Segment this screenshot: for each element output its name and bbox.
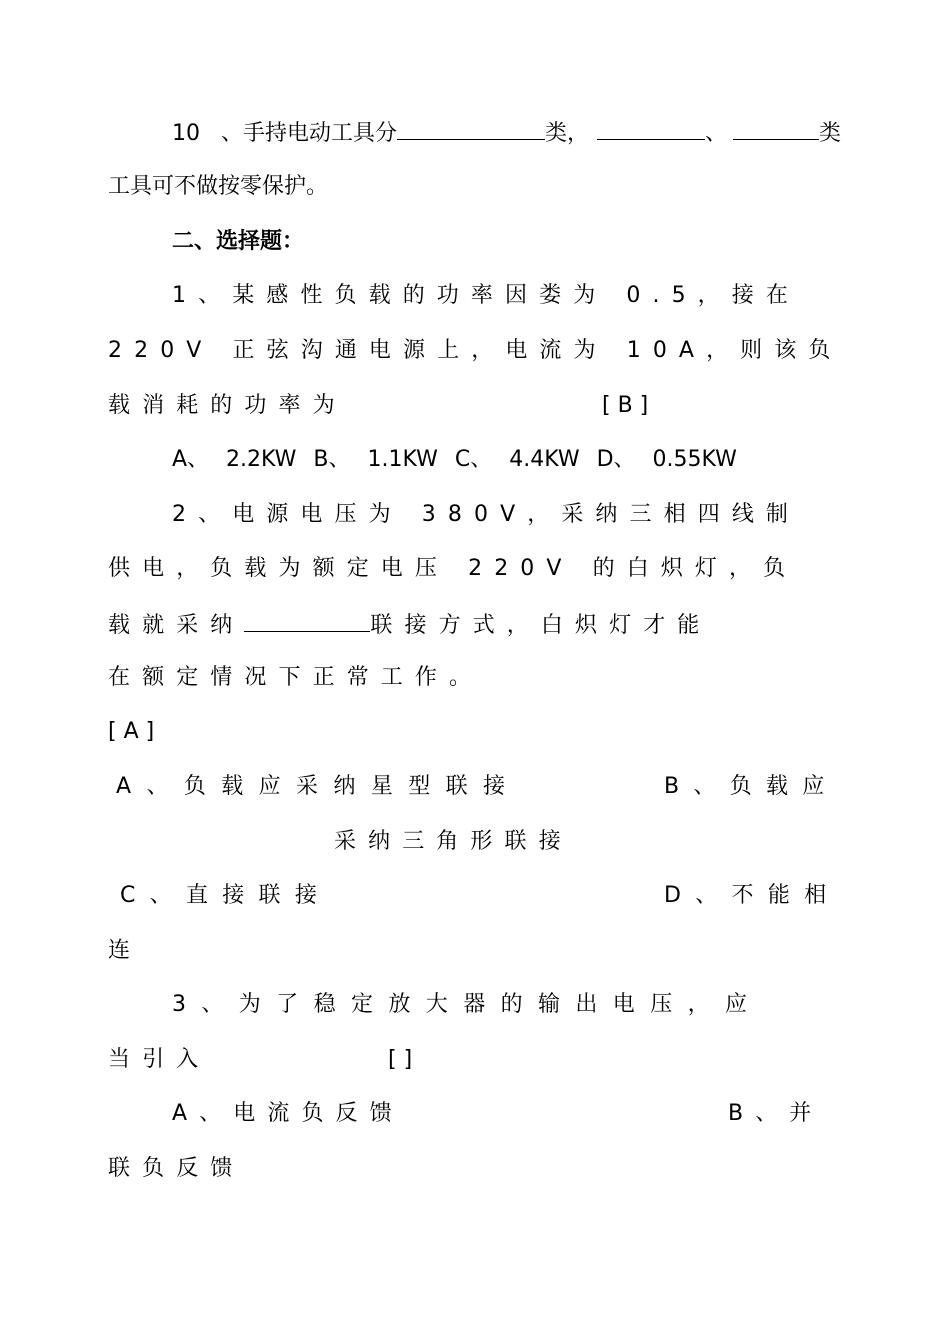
mc2-option-d-line2: 连 xyxy=(108,938,131,963)
mc2-line3 xyxy=(108,609,711,641)
mc1-line3: 载消耗的功率为 xyxy=(108,393,347,418)
mc3-answer: [ ] xyxy=(388,1047,413,1072)
q10-number: 10 xyxy=(172,121,200,146)
mc1-answer: [ B ] xyxy=(602,393,649,418)
mc3-line1: 3、为了稳定放大器的输出电压，应 xyxy=(172,992,763,1017)
q10-blank-2[interactable] xyxy=(597,117,705,140)
q10-text-b: 类， xyxy=(545,121,590,146)
mc2-option-d-line1: D、不能相 xyxy=(664,883,841,908)
mc2-line4: 在额定情况下正常工作。 xyxy=(108,665,484,690)
mc2-option-c: C、直接联接 xyxy=(120,883,332,908)
mc2-line1: 2、电源电压为 380V，采纳三相四线制 xyxy=(172,502,801,527)
mc2-line2: 供电，负载为额定电压 220V 的白炽灯，负 xyxy=(108,556,798,581)
q10-line1 xyxy=(172,117,841,149)
mc3-option-a: A、电流负反馈 xyxy=(172,1101,404,1126)
mc2-blank[interactable] xyxy=(244,609,370,632)
q10-blank-1[interactable] xyxy=(397,117,545,140)
mc2-option-b-line1: B、负载应 xyxy=(664,774,839,799)
mc3-line2: 当引入 xyxy=(108,1047,211,1072)
mc2-option-b-line2: 采纳三角形联接 xyxy=(334,829,573,854)
mc1-options: A、 2.2KW B、 1.1KW C、 4.4KW D、 0.55KW xyxy=(172,447,737,472)
q10-sep: 、 xyxy=(705,121,728,146)
mc1-line1: 1、某感性负载的功率因娄为 0.5，接在 xyxy=(172,283,800,308)
mc1-line2: 220V 正弦沟通电源上，电流为 10A，则该负 xyxy=(108,338,843,363)
mc2-option-a: A、负载应采纳星型联接 xyxy=(116,774,521,799)
mc3-option-b-line2: 联负反馈 xyxy=(108,1156,245,1181)
q10-line2: 工具可不做按零保护。 xyxy=(108,174,329,199)
q10-blank-3[interactable] xyxy=(733,117,819,140)
mc3-option-b-line1: B、并 xyxy=(728,1101,824,1126)
section2-title: 二、选择题： xyxy=(172,229,305,254)
q10-text-a: 、手持电动工具分 xyxy=(221,121,398,146)
mc2-line3-a: 载就采纳 xyxy=(108,613,245,638)
mc2-line3-b: 联接方式，白炽灯才能 xyxy=(370,613,712,638)
q10-text-c: 类 xyxy=(819,121,842,146)
mc2-answer: [ A ] xyxy=(108,719,155,744)
